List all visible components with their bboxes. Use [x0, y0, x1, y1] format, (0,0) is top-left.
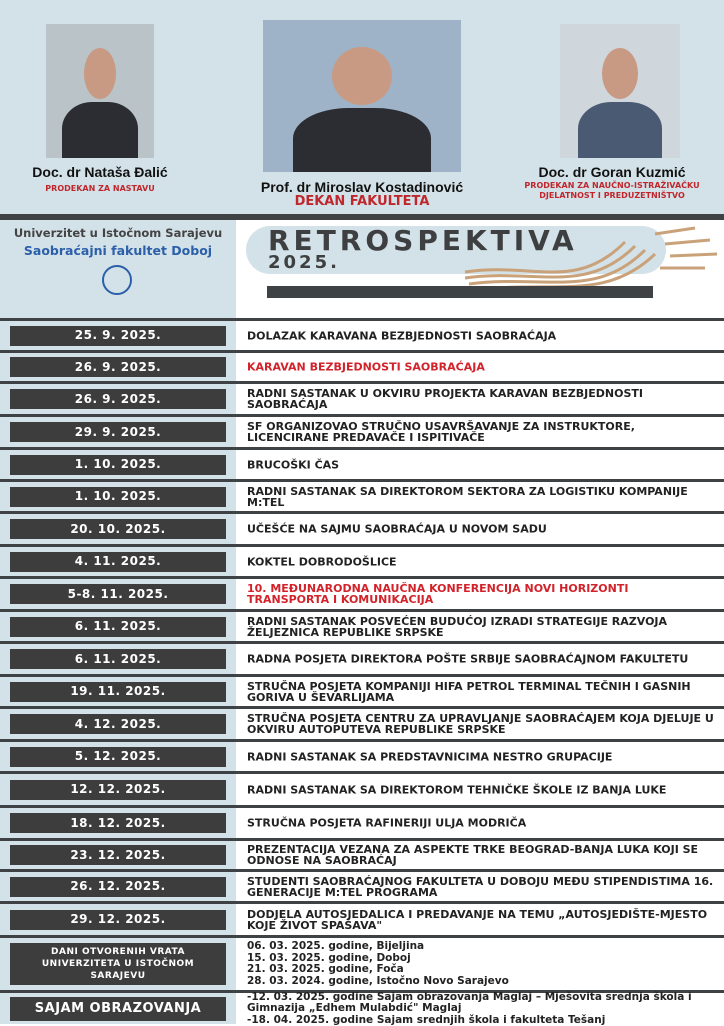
event-description: UČEŠĆE NA SAJMU SAOBRAĆAJA U NOVOM SADU — [247, 522, 547, 536]
event-detail-line: 15. 03. 2025. godine, Doboj — [247, 951, 411, 964]
event-date: 6. 11. 2025. — [10, 649, 226, 669]
event-date-cell — [0, 709, 236, 739]
event-date: 5. 12. 2025. — [10, 747, 226, 767]
event-date: 26. 9. 2025. — [10, 357, 226, 377]
person-name: Prof. dr Miroslav Kostadinović — [260, 179, 464, 195]
event-detail-line: 21. 03. 2025. godine, Foča — [247, 963, 404, 975]
event-detail-line: -18. 04. 2025. godine Sajam srednjih škola i fakulteta Tešanj — [247, 1013, 606, 1026]
event-date-cell — [0, 993, 236, 1024]
event-date-cell — [0, 612, 236, 641]
faculty-name: Saobraćajni fakultet Doboj — [23, 243, 213, 258]
event-description: STRUČNA POSJETA RAFINERIJI ULJA MODRIČA — [247, 816, 527, 830]
event-detail-line: 28. 03. 2024. godine, Istočno Novo Sarajevo — [247, 974, 509, 987]
photo-miroslav-kostadinovic — [263, 20, 461, 172]
event-description: STRUČNA POSJETA KOMPANIJI HIFA PETROL TERMINAL TEČNIH I GASNIH GORIVA U ŠEVARLIJAMA — [247, 679, 691, 704]
event-description: SF ORGANIZOVAO STRUČNO USAVRŠAVANJE ZA INSTRUKTORE, LICENCIRANE PREDAVAČE I ISPITIVAČE — [247, 420, 635, 444]
event-date-cell — [0, 417, 236, 447]
photo-goran-kuzmic — [560, 24, 680, 158]
page-year: 2025. — [268, 252, 340, 273]
event-row — [0, 641, 724, 674]
event-row — [0, 479, 724, 511]
event-date-cell — [0, 514, 236, 544]
event-description: STUDENTI SAOBRAĆAJNOG FAKULTETA U DOBOJU MEĐU STIPENDISTIMA 16. GENERACIJE M:TEL PROGRAMA — [247, 874, 714, 899]
event-description: RADNA POSJETA DIREKTORA POŠTE SRBIJE SAOBRAĆAJNOM FAKULTETU — [247, 652, 689, 666]
event-date-cell — [0, 547, 236, 576]
event-date: 19. 11. 2025. — [10, 682, 226, 702]
event-date: 6. 11. 2025. — [10, 617, 226, 637]
event-date-cell — [0, 841, 236, 869]
event-row — [0, 739, 724, 771]
event-row — [0, 350, 724, 381]
event-description: PREZENTACIJA VEZANA ZA ASPEKTE TRKE BEOGRAD-BANJA LUKA KOJI SE ODNOSE NA SAOBRAĆAJ — [247, 843, 699, 867]
event-date-cell — [0, 677, 236, 706]
event-row — [0, 706, 724, 739]
event-date: 5-8. 11. 2025. — [10, 584, 226, 604]
event-row — [0, 869, 724, 901]
event-date-cell — [0, 450, 236, 479]
event-row — [0, 990, 724, 1024]
event-date-cell — [0, 579, 236, 609]
person-name: Doc. dr Nataša Đalić — [32, 164, 168, 180]
event-date: 26. 9. 2025. — [10, 389, 226, 409]
event-date-cell — [0, 321, 236, 350]
page-title: RETROSPEKTIVA — [268, 224, 578, 257]
event-row — [0, 838, 724, 869]
event-row — [0, 511, 724, 544]
event-row — [0, 935, 724, 990]
event-description: RADNI SASTANAK SA DIREKTOROM TEHNIČKE ŠKOLE IZ BANJA LUKE — [247, 783, 667, 796]
event-date-cell — [0, 938, 236, 990]
event-row — [0, 805, 724, 838]
event-date: 29. 12. 2025. — [10, 910, 226, 930]
event-description: RADNI SASTANAK POSVEĆEN BUDUĆOJ IZRADI STRATEGIJE RAZVOJA ŽELJEZNICA REPUBLIKE SRPSKE — [247, 614, 668, 639]
event-date: 29. 9. 2025. — [10, 422, 226, 442]
event-date-cell — [0, 353, 236, 381]
event-row — [0, 576, 724, 609]
event-date: 25. 9. 2025. — [10, 326, 226, 346]
university-name: Univerzitet u Istočnom Sarajevu — [13, 226, 223, 240]
event-detail-line: 06. 03. 2025. godine, Bijeljina — [247, 940, 425, 952]
event-date-cell — [0, 904, 236, 935]
event-description: DOLAZAK KARAVANA BEZBJEDNOSTI SAOBRAĆAJA — [247, 329, 557, 342]
person-role: PRODEKAN ZA NAUČNO-ISTRAŽIVAČKU DJELATNOST I PREDUZETNIŠTVO — [524, 181, 700, 200]
event-date: 12. 12. 2025. — [10, 780, 226, 800]
event-date: 4. 11. 2025. — [10, 552, 226, 572]
event-row — [0, 414, 724, 447]
event-description: STRUČNA POSJETA CENTRU ZA UPRAVLJANJE SAOBRAĆAJEM KOJA DJELUJE U OKVIRU AUTOPUTEVA REPUBLIKE SRPSKE — [247, 712, 714, 736]
event-date-cell — [0, 384, 236, 414]
event-description: RADNI SASTANAK U OKVIRU PROJEKTA KARAVAN BEZBJEDNOSTI SAOBRAĆAJA — [247, 387, 643, 411]
person-role: PRODEKAN ZA NASTAVU — [45, 184, 155, 193]
photo-natasa-dalic — [46, 24, 154, 158]
event-date-cell — [0, 742, 236, 771]
event-date: 18. 12. 2025. — [10, 813, 226, 833]
title-underline — [267, 286, 653, 298]
event-description: KOKTEL DOBRODOŠLICE — [247, 555, 397, 568]
event-date: 23. 12. 2025. — [10, 845, 226, 865]
event-date: 1. 10. 2025. — [10, 455, 226, 475]
event-date-cell — [0, 482, 236, 511]
event-row — [0, 318, 724, 350]
event-row — [0, 674, 724, 706]
event-description — [247, 941, 714, 987]
event-row — [0, 771, 724, 805]
event-date: 4. 12. 2025. — [10, 714, 226, 734]
event-description: DODJELA AUTOSJEDALICA I PREDAVANJE NA TEMU „AUTOSJEDIŠTE-MJESTO KOJE ŽIVOT SPAŠAVA" — [247, 907, 708, 932]
event-row — [0, 609, 724, 641]
event-row — [0, 901, 724, 935]
event-date: 26. 12. 2025. — [10, 877, 226, 897]
events-list — [0, 318, 724, 1024]
event-date-cell — [0, 644, 236, 674]
event-description: BRUCOŠKI ČAS — [247, 458, 340, 471]
event-row — [0, 381, 724, 414]
event-date-cell — [0, 808, 236, 838]
event-date: 1. 10. 2025. — [10, 487, 226, 507]
event-description — [247, 991, 714, 1026]
event-date: 20. 10. 2025. — [10, 519, 226, 539]
event-date: DANI OTVORENIH VRATA UNIVERZITETA U ISTOČNOM SARAJEVU — [10, 943, 226, 985]
event-description: RADNI SASTANAK SA PREDSTAVNICIMA NESTRO GRUPACIJE — [247, 750, 613, 763]
event-description: RADNI SASTANAK SA DIREKTOROM SEKTORA ZA LOGISTIKU KOMPANIJE M:TEL — [247, 484, 688, 509]
event-detail-line: -12. 03. 2025. godine Sajam obrazovanja Maglaj – Mješovita srednja škola i Gimnazija „Edhem Mulabdić" Maglaj — [247, 990, 692, 1014]
event-description: KARAVAN BEZBJEDNOSTI SAOBRAĆAJA — [247, 360, 485, 374]
event-date-cell — [0, 774, 236, 805]
person-name: Doc. dr Goran Kuzmić — [538, 164, 686, 180]
event-date-cell — [0, 872, 236, 901]
event-description: 10. MEĐUNARODNA NAUČNA KONFERENCIJA NOVI HORIZONTI TRANSPORTA I KOMUNIKACIJA — [247, 582, 629, 606]
person-role: DEKAN FAKULTETA — [294, 194, 430, 209]
event-row — [0, 544, 724, 576]
faculty-logo — [102, 265, 132, 295]
event-date: SAJAM OBRAZOVANJA — [10, 997, 226, 1021]
event-row — [0, 447, 724, 479]
